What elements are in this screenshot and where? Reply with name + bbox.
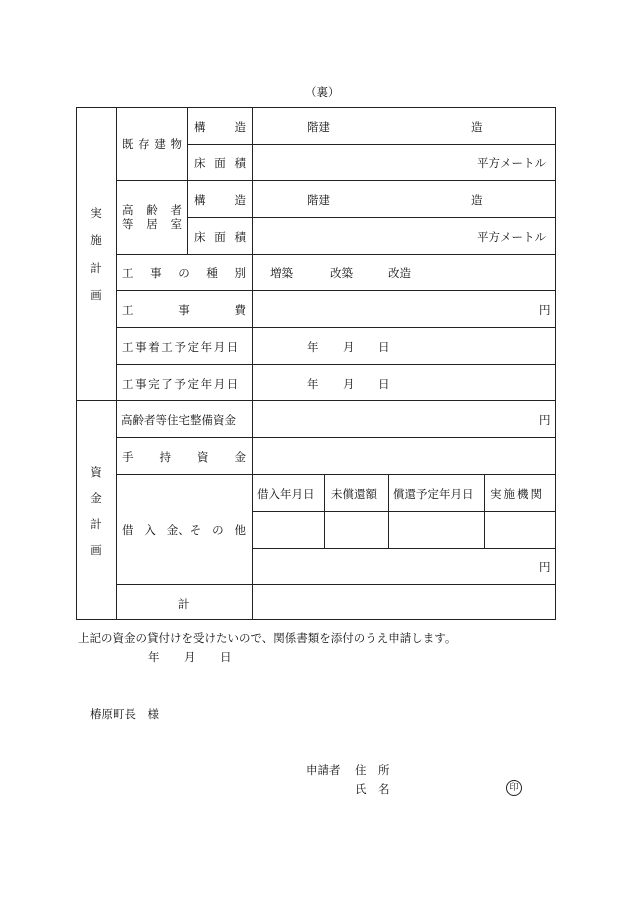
koureisha-kouzou-label: 構 造 [194,193,246,207]
kizon-label: 既 存 建 物 [122,137,182,151]
table-hline [116,180,556,181]
table-hline [116,364,556,365]
kizon-menseki-label: 床 面 積 [194,156,246,170]
kanryou-label: 工事完了予定年月日 [122,377,240,391]
kouji-shubetsu-label: 工 事 の 種 別 [122,266,246,280]
kariire-yen-unit: 円 [539,560,551,574]
kanryou-year: 年 [307,377,319,391]
address-label: 住 所 [355,763,390,777]
table-hline [116,327,556,328]
koureisha-floor-unit: 階建 [307,193,330,207]
koureisha-area-unit: 平方メートル [477,230,546,244]
kizon-area-unit: 平方メートル [477,156,546,170]
section-label-shikin-keikaku: 資 金 計 画 [90,465,102,557]
table-hline [116,584,556,585]
table-hline-section [76,400,556,401]
koureisha-label-line2: 等 居 室 [122,217,182,231]
option-kaichiku[interactable]: 改築 [330,266,353,280]
table-hline [187,144,556,145]
kizon-structure-unit: 造 [471,120,483,134]
kanryou-day: 日 [378,377,390,391]
chakkou-month: 月 [343,340,355,354]
option-kaizou[interactable]: 改造 [388,266,411,280]
temochi-label: 手 持 資 金 [122,450,246,464]
seal-mark: 印 [506,780,522,796]
koureisha-label-line1: 高 齢 者 [122,203,182,217]
chakkou-day: 日 [378,340,390,354]
applicant-label: 申請者 [306,763,341,777]
footer-month: 月 [184,650,196,664]
table-hline [116,474,556,475]
koujihi-label: 工 事 費 [122,303,246,317]
kizon-kouzou-label: 構 造 [194,120,246,134]
section-label-jisshi-keikaku: 実 施 計 画 [90,206,102,302]
table-hline [187,217,556,218]
footer-year: 年 [148,650,160,664]
table-hline [116,254,556,255]
kariire-header-institution: 実施機関 [490,487,544,501]
table-hline [116,437,556,438]
name-label: 氏 名 [355,782,390,796]
application-statement: 上記の資金の貸付けを受けたいので、関係書類を添付のうえ申請します。 [78,631,457,645]
chakkou-label: 工事着工予定年月日 [122,340,240,354]
chakkou-year: 年 [307,340,319,354]
kanryou-month: 月 [343,377,355,391]
table-hline [116,290,556,291]
kariire-header-date: 借入年月日 [257,487,315,501]
kizon-floor-unit: 階建 [307,120,330,134]
koujihi-yen-unit: 円 [539,303,551,317]
seibi-shikin-yen-unit: 円 [539,413,551,427]
option-zouchiku[interactable]: 増築 [270,266,293,280]
page-title: （裏） [305,85,340,99]
koureisha-structure-unit: 造 [471,193,483,207]
addressee: 椿原町長 様 [90,707,159,721]
footer-day: 日 [220,650,232,664]
kariire-header-unpaid: 未償還額 [331,487,377,501]
total-label: 計 [178,597,190,611]
kariire-header-repay-date: 償還予定年月日 [393,487,474,501]
table-hline [252,548,556,549]
seibi-shikin-label: 高齢者等住宅整備資金 [121,413,236,427]
koureisha-menseki-label: 床 面 積 [194,230,246,244]
kariire-label: 借 入 金、そ の 他 [122,523,246,537]
table-hline [252,511,556,512]
